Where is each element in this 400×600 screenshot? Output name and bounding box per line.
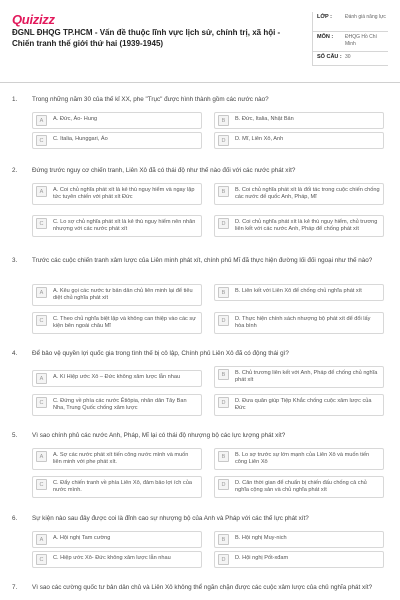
question-6 [12,515,394,563]
option-text: C. Lo sợ chủ nghĩa phát xít là kẻ thù nguy hiểm nên nhân nhượng với các nước phát xít [53,219,196,233]
meta-subject-label: MÔN : [317,34,334,40]
option-d[interactable] [214,215,384,237]
option-letter: B [218,451,229,462]
question-number: 4. [12,350,18,357]
option-letter: C [36,218,47,229]
option-text: D. Mĩ, Liên Xô, Anh [235,136,284,142]
option-d[interactable] [214,394,384,416]
option-b[interactable] [214,183,384,205]
meta-count-label: SỐ CÂU : [317,54,342,60]
option-c[interactable] [32,476,202,498]
option-letter: A [36,373,47,384]
option-letter: D [218,554,229,565]
option-text: A. Coi chủ nghĩa phát xít là kẻ thù nguy hiểm và ngay lập tức tuyên chiến với phát xít Đức [53,187,195,201]
option-text: B. Lo sợ trước sự lớn mạnh của Liên Xô và muốn tiến công Liên Xô [235,452,370,466]
question-text: Vì sao chính phủ các nước Anh, Pháp, Mĩ lại có thái độ nhượng bộ các lực lượng phát xít? [32,432,286,439]
meta-count [313,52,388,66]
option-b[interactable] [214,531,384,548]
option-letter: B [218,115,229,126]
option-text: A. Sợ các nước phát xít tiến công nước mình và muốn liên minh với phe phát xít. [53,452,189,466]
option-text: A. Kêu gọi các nước tư bản dân chủ liên minh lại để tiêu diệt chủ nghĩa phát xít [53,288,193,302]
question-text: Để bảo vệ quyền lợi quốc gia trong tình thế bị cô lập, Chính phủ Liên Xô đã có động thái gì? [32,350,289,357]
meta-class-label: LỚP : [317,14,332,20]
question-text: Sự kiện nào sau đây được coi là đỉnh cao sự nhượng bộ của Anh và Pháp với các thế lực phát xít? [32,515,309,522]
option-a[interactable] [32,448,202,470]
option-c[interactable] [32,132,202,149]
header-divider [0,82,400,83]
option-text: B. Liên kết với Liên Xô để chống chủ nghĩa phát xít [235,288,362,294]
option-letter: B [218,186,229,197]
meta-count-value: 30 [345,54,351,60]
option-text: B. Chủ trương liên kết với Anh, Pháp để chống chủ nghĩa phát xít [235,370,378,384]
option-text: C. Đẩy chiến tranh về phía Liên Xô, đảm bảo lợi ích của nước mình. [53,480,192,494]
question-number: 7. [12,584,18,591]
question-number: 5. [12,432,18,439]
meta-subject [313,32,388,52]
question-5 [12,432,394,494]
question-text: Đứng trước nguy cơ chiến tranh, Liên Xô đã có thái độ như thế nào đối với các nước phát xít? [32,167,296,174]
option-text: B. Hội nghị Muy-nich [235,535,287,541]
question-7 [12,584,394,592]
option-b[interactable] [214,284,384,301]
option-text: A. Hội nghị Tam cường [53,535,111,541]
option-c[interactable] [32,215,202,237]
question-3 [12,257,394,330]
question-number: 6. [12,515,18,522]
option-text: C. Theo chủ nghĩa biệt lập và không can thiệp vào các sự kiện bên ngoài châu Mĩ [53,316,196,330]
option-a[interactable] [32,370,202,387]
option-letter: D [218,315,229,326]
option-text: D. Căn thời gian để chuẩn bị chiến đấu chống cả chủ nghĩa cộng sản và chủ nghĩa phát xít [235,480,367,494]
option-d[interactable] [214,312,384,334]
option-text: C. Đứng về phía các nước Êtiôpia, nhân dân Tây Ban Nha, Trung Quốc chống xâm lược [53,398,187,412]
option-letter: C [36,135,47,146]
question-text: Vì sao các cường quốc tư bản dân chủ và Liên Xô không thể ngăn chặn được các cuộc xâm lược của chủ nghĩa phát xít? [32,584,373,591]
question-4 [12,350,394,412]
option-text: D. Hội nghị Pốt-xđam [235,555,289,561]
option-text: D. Coi chủ nghĩa phát xít là kẻ thù nguy hiểm, chủ trương liên kết với các nước Anh, Pháp để chống phát xít [235,219,378,233]
option-text: D. Đưa quân giúp Tiệp Khắc chống cuộc xâm lược của Đức [235,398,372,412]
option-letter: A [36,451,47,462]
option-c[interactable] [32,551,202,568]
option-letter: D [218,479,229,490]
option-letter: C [36,315,47,326]
option-letter: C [36,479,47,490]
question-number: 2. [12,167,18,174]
option-letter: A [36,287,47,298]
option-b[interactable] [214,366,384,388]
option-a[interactable] [32,284,202,306]
option-letter: A [36,534,47,545]
question-text: Trong những năm 30 của thế kỉ XX, phe "Trục" được hình thành gồm các nước nào? [32,96,269,103]
meta-subject-value: ĐHQG Hồ Chí Minh [345,34,377,47]
option-d[interactable] [214,551,384,568]
option-letter: C [36,554,47,565]
worksheet-meta [312,12,388,66]
worksheet-title: ĐGNL ĐHQG TP.HCM - Vấn đề thuộc lĩnh vực lịch sử, chính trị, xã hội - Chiến tranh thế giới thứ hai (1939-1945) [12,28,281,48]
option-c[interactable] [32,312,202,334]
option-text: D. Thực hiện chính sách nhượng bộ phát xít để đổi lấy hòa bình [235,316,371,330]
option-letter: B [218,534,229,545]
question-number: 3. [12,257,18,264]
option-letter: B [218,287,229,298]
option-letter: A [36,115,47,126]
option-text: B. Đức, Italia, Nhật Bản [235,116,294,122]
option-text: A. Đức, Áo- Hung [53,116,98,122]
option-letter: D [218,135,229,146]
quizizz-logo: Quizizz [12,12,55,27]
option-b[interactable] [214,448,384,470]
option-text: A. Kí Hiệp ước Xô – Đức không xâm lược lẫn nhau [53,374,181,380]
option-a[interactable] [32,183,202,205]
question-2 [12,167,394,233]
option-text: B. Coi chủ nghĩa phát xít là đối tác trong cuộc chiến chống các nước đế quốc Anh, Pháp, Mĩ [235,187,380,201]
option-text: C. Italia, Hunggari, Áo [53,136,108,142]
option-letter: A [36,186,47,197]
option-letter: D [218,397,229,408]
option-d[interactable] [214,132,384,149]
meta-class [313,12,388,32]
option-letter: C [36,397,47,408]
option-b[interactable] [214,112,384,129]
option-letter: D [218,218,229,229]
option-a[interactable] [32,531,202,548]
option-text: C. Hiệp ước Xô- Đức không xâm lược lẫn nhau [53,555,171,561]
meta-class-value: Đánh giá năng lực [345,14,386,20]
question-number: 1. [12,96,18,103]
option-d[interactable] [214,476,384,498]
option-c[interactable] [32,394,202,416]
question-text: Trước các cuộc chiến tranh xâm lược của Liên minh phát xít, chính phủ Mĩ đã thực hiện đường lối đối ngoại như thế nào? [32,257,373,264]
option-a[interactable] [32,112,202,129]
option-letter: B [218,369,229,380]
question-1 [12,96,394,144]
